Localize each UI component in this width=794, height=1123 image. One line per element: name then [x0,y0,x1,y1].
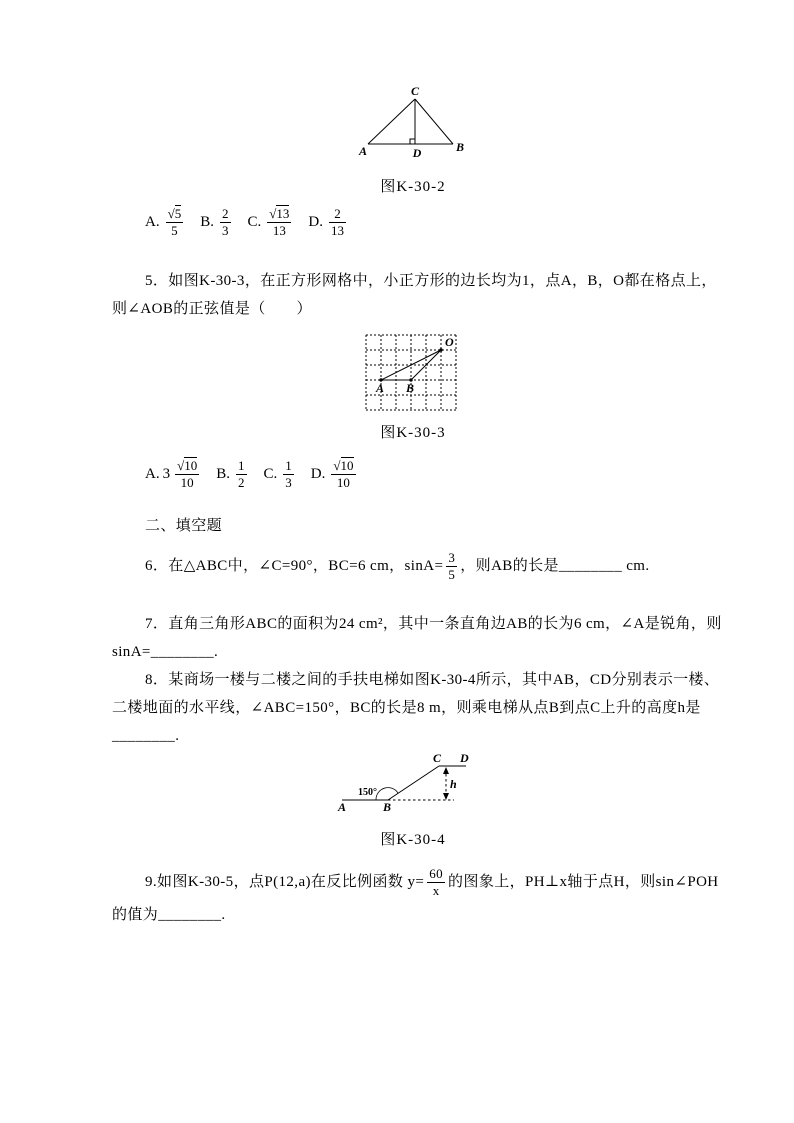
q9-text-pre: 9.如图K-30-5，点P(12,a)在反比例函数 y= [145,874,425,891]
radical-sign: √ [177,458,185,473]
figure-k30-2-caption: 图K-30-2 [380,179,446,195]
question-8-line3: ________. [112,728,180,744]
question-8-line1: 8．某商场一楼与二楼之间的手扶电梯如图K-30-4所示，其中AB，CD分别表示一楼、 [145,672,720,688]
q6-text-post: ，则AB的长是________ cm. [460,558,650,575]
radicand: 10 [184,458,198,473]
fraction-numerator [220,206,231,223]
radical-sign: √ [269,206,277,221]
fraction-denominator: 10 [180,475,194,491]
fraction [267,206,291,240]
label-A: A [338,800,347,814]
label-A: A [376,381,385,395]
fraction-denominator: x [432,883,440,899]
question-7-line2: sinA=________. [112,644,219,660]
grid-lines [366,335,456,410]
question-8-line2: 二楼地面的水平线，∠ABC=150°，BC的长是8 m，则乘电梯从点B到点C上升的高度h是 [112,700,701,716]
fraction [446,550,457,584]
fraction-numerator [166,206,184,223]
fraction-denominator: 5 [171,223,178,239]
fraction-numerator: 3 [446,550,457,567]
fraction [427,866,445,900]
q5-option-a [145,458,202,492]
q5-options [145,458,373,492]
section-2-title: 二、填空题 [145,518,223,534]
q5-option-b [216,458,249,492]
question-6 [145,550,650,584]
option-label: D. [308,214,323,231]
fraction [175,458,199,492]
grid-figure [362,331,466,417]
option-label: A. [145,214,160,231]
q5-option-d [311,458,359,492]
q9-text-post: 的图象上，PH⊥x轴于点H，则sin∠POH [448,874,719,891]
fraction [283,458,294,492]
fraction-numerator [331,458,355,475]
fraction-denominator: 2 [238,475,245,491]
q4-option-a [145,206,186,240]
fraction [166,206,184,240]
radical-sign: √ [167,206,175,221]
q4-option-b [200,206,233,240]
fraction-denominator: 10 [336,475,350,491]
fraction [236,458,247,492]
fraction [220,206,231,240]
fraction-denominator: 5 [448,567,456,583]
option-label: C. [247,214,262,231]
label-B: B [383,800,392,814]
fraction-numerator [283,458,294,475]
fraction-numerator [267,206,291,223]
option-label: C. [263,466,278,483]
fraction [329,206,346,240]
question-5-line1: 5．如图K-30-3，在正方形网格中，小正方形的边长均为1，点A，B，O都在格点上， [145,273,717,289]
label-C: C [410,84,420,98]
figure-k30-4-caption: 图K-30-4 [380,832,446,848]
label-O: O [445,335,454,349]
coefficient: 3 [162,466,171,483]
label-h: h [450,777,457,791]
fraction-denominator: 3 [285,475,292,491]
figure-k30-2 [356,86,471,164]
radicand: 10 [340,458,354,473]
label-D: D [412,146,422,160]
radicand: 5 [174,206,182,221]
point-O [439,348,442,351]
figure-k30-3-caption: 图K-30-3 [380,425,446,441]
label-D: D [460,751,469,765]
angle-label: 150° [358,787,377,798]
fraction-numerator: 60 [427,866,445,883]
option-label: A. [145,466,160,483]
q4-option-d [308,206,349,240]
question-7-line1: 7．直角三角形ABC的面积为24 cm²，其中一条直角边AB的长为6 cm，∠A是锐角，则 [145,616,722,632]
radical-sign: √ [333,458,341,473]
triangle-figure [356,86,471,164]
fraction-numerator [329,206,346,223]
label-A: A [359,144,368,158]
question-9-line2: 的值为________. [112,907,226,923]
q4-option-c [248,206,295,240]
label-C: C [433,751,442,765]
question-9-line1 [145,866,719,900]
arrow-up [443,767,449,774]
label-B: B [406,381,415,395]
question-5-line2: 则∠AOB的正弦值是（ ） [112,301,312,317]
option-label: B. [200,214,214,231]
fraction-numerator [175,458,199,475]
q5-option-c [264,458,297,492]
option-label: D. [310,466,326,483]
numerator-plain: 2 [222,206,229,221]
figure-k30-4 [336,752,486,814]
option-label: B. [216,466,230,483]
numerator-plain: 2 [334,206,341,221]
triangle-lines [368,99,453,144]
label-B: B [456,140,465,154]
radicand: 13 [276,206,290,221]
fraction-denominator: 13 [331,223,344,239]
arrow-down [443,793,449,800]
q6-text-pre: 6．在△ABC中，∠C=90°，BC=6 cm，sinA= [145,558,444,575]
fraction [331,458,355,492]
numerator-plain: 1 [285,458,292,473]
q4-options [145,206,363,240]
figure-k30-3 [362,331,466,417]
fraction-numerator [236,458,247,475]
fraction-denominator: 13 [272,223,286,239]
fraction-denominator: 3 [222,223,229,239]
escalator-figure [336,752,486,814]
numerator-plain: 1 [238,458,245,473]
